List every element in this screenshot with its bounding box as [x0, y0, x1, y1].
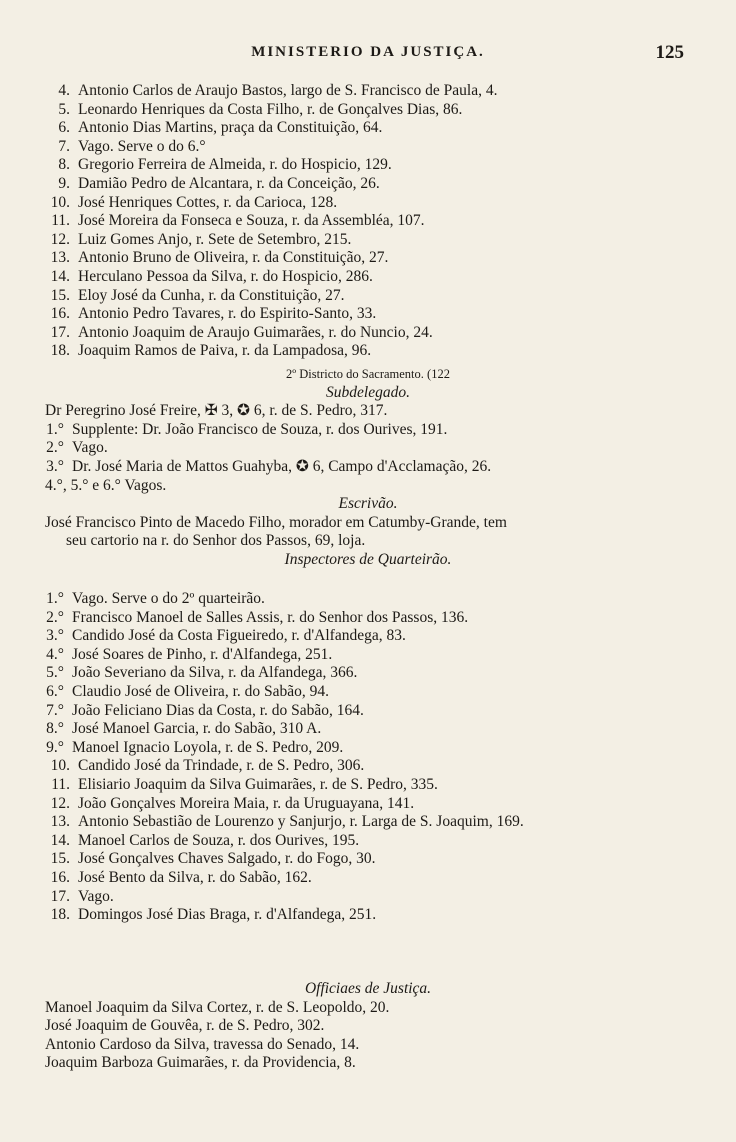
list-item: 8.° José Manoel Garcia, r. do Sabão, 310 A. [46, 720, 322, 738]
inspectores-list [0, 590, 736, 925]
list-item: 17. Vago. [50, 887, 114, 905]
list-item: 13. Antonio Sebastião de Lourenzo y Sanjurjo, r. Larga de S. Joaquim, 169. [50, 813, 524, 831]
officiaes-section [0, 980, 736, 1073]
list-item: 12. João Gonçalves Moreira Maia, r. da Uruguayana, 141. [50, 794, 415, 812]
officiaes-item: Antonio Cardoso da Silva, travessa do Senado, 14. [45, 1035, 360, 1053]
district-title: 2º Districto do Sacramento. (122 [286, 367, 450, 381]
officiaes-item: Manoel Joaquim da Silva Cortez, r. de S. Leopoldo, 20. [45, 998, 390, 1016]
list-item: 16. Antonio Pedro Tavares, r. do Espirito-Santo, 33. [50, 305, 377, 323]
list-item: 9.° Manoel Ignacio Loyola, r. de S. Pedro, 209. [46, 738, 344, 756]
list-item: 11. Elisiario Joaquim da Silva Guimarães, r. de S. Pedro, 335. [51, 775, 438, 793]
list-item: 4.° José Soares de Pinho, r. d'Alfandega, 251. [46, 645, 333, 663]
list-item: 8. Gregorio Ferreira de Almeida, r. do Hospicio, 129. [58, 156, 392, 174]
list-item: 13. Antonio Bruno de Oliveira, r. da Constituição, 27. [50, 249, 389, 267]
list-item: 2.° Francisco Manoel de Salles Assis, r. do Senhor dos Passos, 136. [46, 608, 469, 626]
supplente-item: 4.°, 5.° e 6.° Vagos. [45, 476, 167, 494]
list-item: 16. José Bento da Silva, r. do Sabão, 162. [50, 868, 312, 886]
list-item: 10. Candido José da Trindade, r. de S. Pedro, 306. [50, 757, 365, 775]
list-item: 4. Antonio Carlos de Araujo Bastos, largo de S. Francisco de Paula, 4. [58, 82, 498, 99]
list-item: 15. Eloy José da Cunha, r. da Constituição, 27. [50, 286, 345, 304]
escrivao-entry: José Francisco Pinto de Macedo Filho, morador em Catumby-Grande, tem [45, 513, 507, 531]
list-continued [0, 82, 736, 361]
subdelegado-heading: Subdelegado. [326, 383, 410, 401]
list-item: 5. Leonardo Henriques da Costa Filho, r. de Gonçalves Dias, 86. [58, 100, 463, 118]
district-section [0, 365, 736, 570]
escrivao-heading: Escrivão. [338, 495, 398, 513]
list-item: 18. Domingos José Dias Braga, r. d'Alfandega, 251. [50, 906, 377, 924]
subdelegado-entry: Dr Peregrino José Freire, ✠ 3, ✪ 6, r. de S. Pedro, 317. [45, 402, 388, 420]
list-item: 7. Vago. Serve o do 6.° [58, 137, 206, 155]
page-number: 125 [655, 42, 684, 63]
list-item: 5.° João Severiano da Silva, r. da Alfandega, 366. [46, 664, 358, 682]
list-item: 9. Damião Pedro de Alcantara, r. da Conceição, 26. [58, 174, 380, 192]
list-item: 12. Luiz Gomes Anjo, r. Sete de Setembro, 215. [50, 230, 352, 248]
list-item: 11. José Moreira da Fonseca e Souza, r. da Assembléa, 107. [51, 212, 425, 230]
list-item: 6.° Claudio José de Oliveira, r. do Sabão, 94. [46, 682, 329, 700]
running-title: MINISTERIO DA JUSTIÇA. [251, 44, 485, 60]
list-item: 10. José Henriques Cottes, r. da Carioca, 128. [50, 193, 338, 211]
inspectores-heading: Inspectores de Quarteirão. [284, 550, 452, 568]
supplente-item: 2.° Vago. [46, 439, 108, 457]
list-item: 15. José Gonçalves Chaves Salgado, r. do Fogo, 30. [50, 850, 376, 868]
list-item: 14. Herculano Pessoa da Silva, r. do Hospicio, 286. [50, 267, 373, 285]
list-item: 18. Joaquim Ramos de Paiva, r. da Lampadosa, 96. [50, 342, 372, 360]
list-item: 7.° João Feliciano Dias da Costa, r. do Sabão, 164. [46, 701, 364, 719]
officiaes-item: Joaquim Barboza Guimarães, r. da Providencia, 8. [45, 1054, 356, 1072]
page-header [0, 44, 736, 70]
list-item: 6. Antonio Dias Martins, praça da Constituição, 64. [58, 119, 383, 137]
list-item: 3.° Candido José da Costa Figueiredo, r. d'Alfandega, 83. [46, 627, 406, 645]
escrivao-entry-cont: seu cartorio na r. do Senhor dos Passos, 69, loja. [66, 532, 366, 550]
list-item: 14. Manoel Carlos de Souza, r. dos Ourives, 195. [50, 831, 360, 849]
officiaes-item: José Joaquim de Gouvêa, r. de S. Pedro, 302. [45, 1017, 325, 1035]
list-item: 1.° Vago. Serve o do 2º quarteirão. [46, 590, 265, 607]
supplente-item: 1.° Supplente: Dr. João Francisco de Souza, r. dos Ourives, 191. [46, 420, 448, 438]
officiaes-heading: Officiaes de Justiça. [304, 980, 432, 997]
supplente-item: 3.° Dr. José Maria de Mattos Guahyba, ✪ 6, Campo d'Acclamação, 26. [46, 457, 492, 475]
list-item: 17. Antonio Joaquim de Araujo Guimarães, r. do Nuncio, 24. [50, 323, 433, 341]
